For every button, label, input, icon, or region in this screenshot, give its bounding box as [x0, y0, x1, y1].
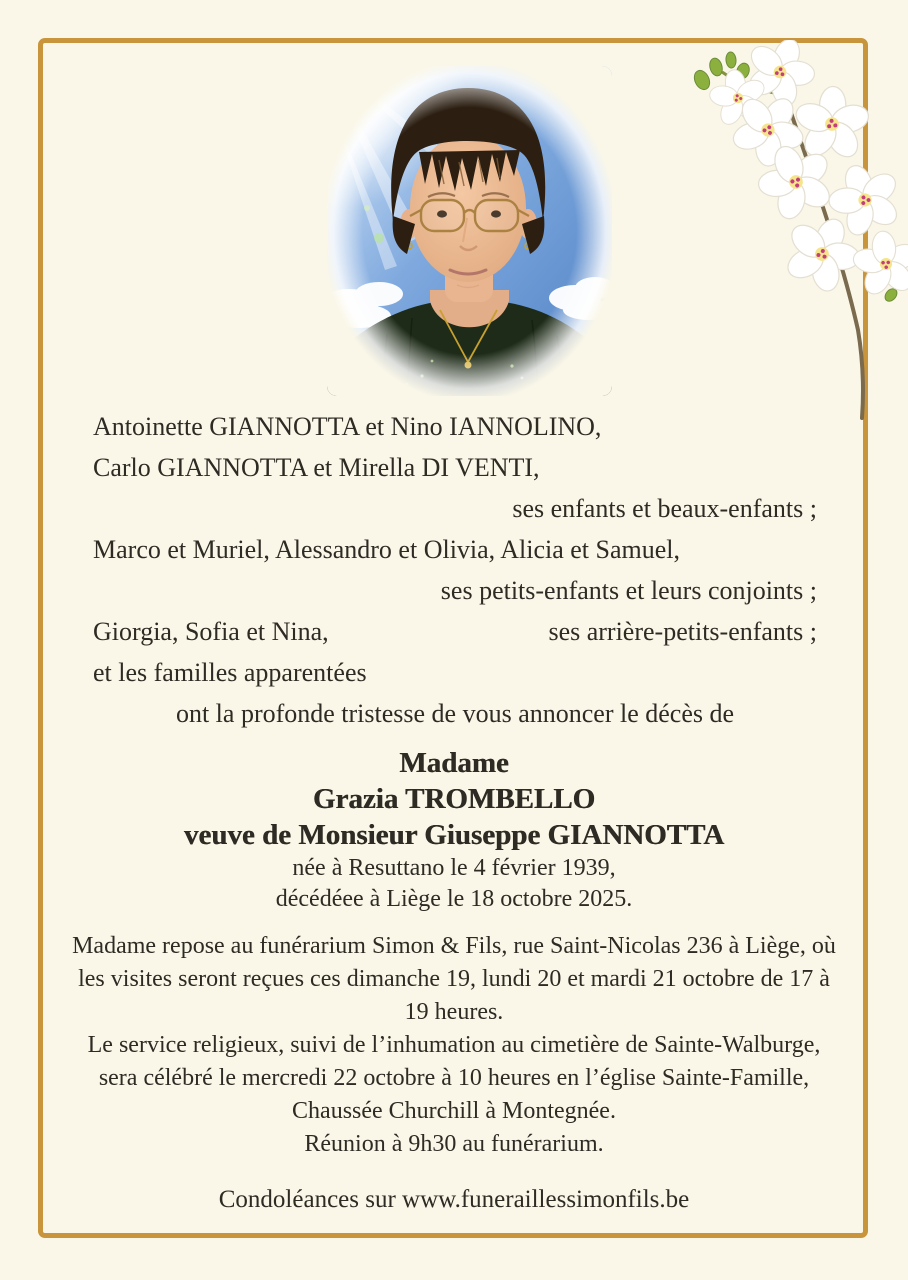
meeting-line: Réunion à 9h30 au funérarium.	[304, 1131, 604, 1157]
family-announcement	[93, 406, 817, 734]
family-line-children-1: Antoinette GIANNOTTA et Nino IANNOLINO,	[93, 412, 602, 441]
family-line-grandchildren: Marco et Muriel, Alessandro et Olivia, Alicia et Samuel,	[93, 535, 681, 564]
portrait-photo	[327, 66, 612, 396]
greatgrandchildren-names: Giorgia, Sofia et Nina,	[93, 617, 329, 646]
family-line-children-2: Carlo GIANNOTTA et Mirella DI VENTI,	[93, 453, 540, 482]
family-relation-children: ses enfants et beaux-enfants ;	[512, 494, 817, 523]
deceased-block	[0, 745, 908, 915]
family-relation-greatgrandchildren: ses arrière-petits-enfants ;	[548, 617, 817, 646]
announcement-sentence: ont la profonde tristesse de vous annoncer le décès de	[175, 699, 735, 728]
deceased-title: Madame	[399, 747, 509, 779]
orchid-decoration	[660, 40, 908, 430]
portrait-illustration	[327, 66, 612, 396]
family-line-related: et les familles apparentées	[93, 658, 367, 687]
deceased-name: Grazia TROMBELLO	[312, 783, 596, 815]
deceased-birth-info: née à Resuttano le 4 février 1939,	[292, 855, 616, 881]
visitation-paragraph: Madame repose au funérarium Simon & Fils, rue Saint-Nicolas 236 à Liège, où les visites seront reçues ces dimanche 19, lundi 20 et mardi 21 octobre de 17 à 19 heures.	[72, 933, 836, 1025]
ceremony-paragraph: Le service religieux, suivi de l’inhumation au cimetière de Sainte-Walburge, sera célébré le mercredi 22 octobre à 10 heures en l’église Sainte-Famille, Chaussée Churchill à Montegnée.	[87, 1032, 821, 1124]
family-relation-grandchildren: ses petits-enfants et leurs conjoints ;	[440, 576, 817, 605]
family-line-greatgrandchildren	[93, 611, 817, 652]
deceased-widow-of: veuve de Monsieur Giuseppe GIANNOTTA	[183, 819, 725, 851]
condolences-line: Condoléances sur www.funeraillessimonfils.be	[218, 1186, 690, 1213]
deceased-death-info: décédéee à Liège le 18 octobre 2025.	[275, 886, 633, 912]
services-block	[72, 930, 836, 1161]
